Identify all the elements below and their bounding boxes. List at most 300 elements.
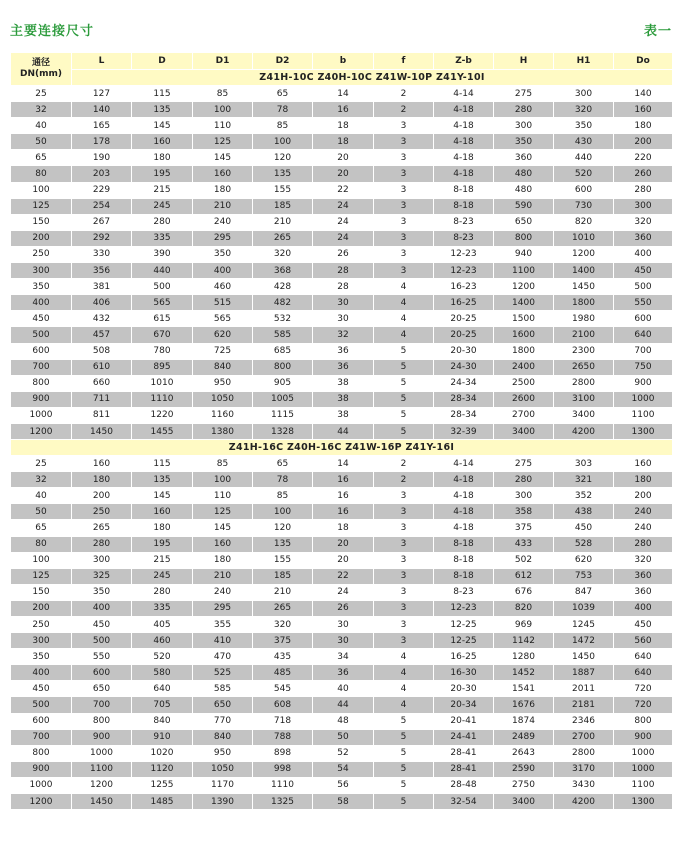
table-cell: 295 [193,600,253,616]
table-cell: 160 [614,102,673,118]
table-cell: 5 [374,359,434,375]
table-cell: 280 [72,536,132,552]
table-cell: 3400 [494,423,554,439]
table-cell: 2 [374,102,434,118]
table-cell: 160 [193,536,253,552]
table-row [11,375,673,391]
table-cell: 28-41 [434,761,494,777]
table-cell: 2011 [554,681,614,697]
table-cell: 32 [11,472,72,488]
table-cell: 1887 [554,665,614,681]
table-cell: 1160 [193,407,253,423]
table-cell: 360 [614,230,673,246]
table-cell: 30 [313,295,374,311]
table-cell: 600 [72,665,132,681]
table-cell: 30 [313,617,374,633]
table-cell: 160 [132,504,193,520]
table-cell: 998 [253,761,313,777]
table-cell: 115 [132,86,193,102]
table-row [11,166,673,182]
table-cell: 250 [11,617,72,633]
table-cell: 50 [11,134,72,150]
table-cell: 1980 [554,311,614,327]
table-cell: 210 [253,214,313,230]
table-cell: 1450 [554,279,614,295]
table-cell: 40 [11,118,72,134]
table-cell: 3 [374,536,434,552]
table-row [11,327,673,343]
table-cell: 1010 [132,375,193,391]
table-body [11,53,673,810]
table-cell: 750 [614,359,673,375]
table-row [11,761,673,777]
table-cell: 48 [313,713,374,729]
table-cell: 85 [193,86,253,102]
table-cell: 560 [614,633,673,649]
table-cell: 670 [132,327,193,343]
table-cell: 220 [614,150,673,166]
table-cell: 20-25 [434,311,494,327]
table-cell: 8-18 [434,536,494,552]
table-cell: 40 [313,681,374,697]
table-row [11,214,673,230]
table-cell: 254 [72,198,132,214]
column-header-d2: D2 [253,53,313,70]
table-cell: 515 [193,295,253,311]
section-header-row [11,70,673,86]
table-cell: 100 [253,134,313,150]
table-cell: 56 [313,777,374,793]
table-cell: 400 [614,246,673,262]
table-cell: 1115 [253,407,313,423]
table-cell: 3 [374,230,434,246]
table-cell: 65 [11,520,72,536]
table-cell: 700 [72,697,132,713]
table-cell: 1328 [253,423,313,439]
table-cell: 320 [554,102,614,118]
table-cell: 3 [374,198,434,214]
table-cell: 275 [494,456,554,472]
table-cell: 85 [193,456,253,472]
table-cell: 650 [494,214,554,230]
table-cell: 330 [72,246,132,262]
table-cell: 2700 [554,729,614,745]
table-cell: 4 [374,311,434,327]
column-header-l: L [72,53,132,70]
table-row [11,182,673,198]
table-cell: 4 [374,681,434,697]
table-cell: 20 [313,552,374,568]
table-cell: 3 [374,166,434,182]
table-cell: 5 [374,713,434,729]
table-cell: 1005 [253,391,313,407]
table-row [11,311,673,327]
table-row [11,198,673,214]
table-cell: 4-14 [434,86,494,102]
table-cell: 1000 [11,407,72,423]
table-cell: 1100 [614,407,673,423]
table-cell: 300 [494,118,554,134]
table-cell: 660 [72,375,132,391]
table-cell: 500 [614,279,673,295]
table-cell: 38 [313,391,374,407]
table-cell: 3 [374,263,434,279]
table-cell: 185 [253,198,313,214]
table-cell: 508 [72,343,132,359]
table-cell: 3 [374,552,434,568]
table-cell: 3 [374,600,434,616]
table-cell: 430 [554,134,614,150]
table-cell: 292 [72,230,132,246]
table-cell: 2 [374,86,434,102]
table-cell: 1000 [614,761,673,777]
table-cell: 178 [72,134,132,150]
table-cell: 65 [11,150,72,166]
table-cell: 3400 [554,407,614,423]
table-cell: 1450 [72,794,132,810]
table-cell: 1400 [494,295,554,311]
table-cell: 28-34 [434,407,494,423]
table-cell: 2400 [494,359,554,375]
table-cell: 320 [614,552,673,568]
table-cell: 240 [193,584,253,600]
table-cell: 20 [313,166,374,182]
table-cell: 100 [11,182,72,198]
table-cell: 1300 [614,423,673,439]
table-cell: 1050 [193,391,253,407]
table-cell: 145 [132,118,193,134]
table-cell: 300 [614,198,673,214]
table-cell: 267 [72,214,132,230]
table-row [11,633,673,649]
table-cell: 520 [554,166,614,182]
table-cell: 320 [253,246,313,262]
table-cell: 36 [313,359,374,375]
page-title: 主要连接尺寸 [10,24,95,39]
table-cell: 145 [193,520,253,536]
table-row [11,552,673,568]
table-cell: 460 [132,633,193,649]
table-cell: 485 [253,665,313,681]
table-cell: 200 [614,488,673,504]
table-cell: 58 [313,794,374,810]
table-cell: 4-18 [434,488,494,504]
table-cell: 160 [614,456,673,472]
table-cell: 195 [132,166,193,182]
table-cell: 1450 [554,649,614,665]
table-cell: 400 [193,263,253,279]
table-cell: 350 [72,584,132,600]
table-cell: 28-34 [434,391,494,407]
table-cell: 145 [193,150,253,166]
table-cell: 300 [11,633,72,649]
table-cell: 1500 [494,311,554,327]
table-cell: 180 [193,552,253,568]
table-number: 表一 [643,24,672,39]
table-row [11,729,673,745]
table-cell: 360 [494,150,554,166]
table-cell: 34 [313,649,374,665]
table-cell: 14 [313,456,374,472]
table-cell: 321 [554,472,614,488]
table-row [11,118,673,134]
table-cell: 12-23 [434,246,494,262]
table-cell: 1000 [614,745,673,761]
table-cell: 1455 [132,423,193,439]
table-cell: 840 [193,359,253,375]
table-cell: 16 [313,102,374,118]
table-cell: 12-25 [434,617,494,633]
table-cell: 405 [132,617,193,633]
table-cell: 8-23 [434,214,494,230]
table-cell: 4200 [554,423,614,439]
table-cell: 180 [614,472,673,488]
table-cell: 450 [72,617,132,633]
table-cell: 185 [253,568,313,584]
table-cell: 280 [614,536,673,552]
table-cell: 180 [614,118,673,134]
table-cell: 800 [253,359,313,375]
table-cell: 450 [11,311,72,327]
table-cell: 4 [374,665,434,681]
table-cell: 280 [614,182,673,198]
table-cell: 438 [554,504,614,520]
table-cell: 410 [193,633,253,649]
table-cell: 620 [193,327,253,343]
table-cell: 1100 [494,263,554,279]
table-cell: 500 [11,697,72,713]
table-cell: 5 [374,777,434,793]
table-cell: 428 [253,279,313,295]
table-cell: 500 [11,327,72,343]
table-cell: 350 [554,118,614,134]
table-cell: 210 [193,568,253,584]
table-row [11,665,673,681]
table-cell: 640 [614,665,673,681]
table-cell: 8-23 [434,230,494,246]
table-cell: 360 [614,584,673,600]
table-cell: 3 [374,504,434,520]
table-cell: 28-48 [434,777,494,793]
table-cell: 195 [132,536,193,552]
table-cell: 52 [313,745,374,761]
table-cell: 847 [554,584,614,600]
table-cell: 1472 [554,633,614,649]
dn-label-line1: 通径 [31,58,50,68]
table-cell: 26 [313,246,374,262]
table-cell: 528 [554,536,614,552]
table-cell: 470 [193,649,253,665]
table-cell: 135 [132,472,193,488]
page-header [10,20,672,40]
column-header-d1: D1 [193,53,253,70]
table-cell: 1142 [494,633,554,649]
table-row [11,520,673,536]
table-cell: 5 [374,745,434,761]
table-row [11,777,673,793]
table-cell: 4-18 [434,520,494,536]
table-cell: 32-39 [434,423,494,439]
table-cell: 440 [554,150,614,166]
table-cell: 280 [494,472,554,488]
table-cell: 245 [132,198,193,214]
table-cell: 969 [494,617,554,633]
column-header-z-b: Z-b [434,53,494,70]
table-cell: 600 [11,713,72,729]
table-cell: 900 [11,391,72,407]
table-cell: 8-23 [434,584,494,600]
table-cell: 110 [193,118,253,134]
table-cell: 375 [253,633,313,649]
table-cell: 200 [614,134,673,150]
table-cell: 200 [11,230,72,246]
table-cell: 620 [554,552,614,568]
table-cell: 18 [313,520,374,536]
table-cell: 20-30 [434,343,494,359]
table-cell: 127 [72,86,132,102]
table-cell: 135 [132,102,193,118]
table-cell: 5 [374,391,434,407]
table-cell: 28 [313,263,374,279]
table-cell: 1200 [554,246,614,262]
table-cell: 910 [132,729,193,745]
table-cell: 26 [313,600,374,616]
table-cell: 1245 [554,617,614,633]
model-series-label: Z41H-16C Z40H-16C Z41W-16P Z41Y-16I [11,440,673,456]
table-cell: 585 [253,327,313,343]
table-cell: 900 [11,761,72,777]
table-cell: 280 [132,584,193,600]
table-cell: 36 [313,343,374,359]
table-cell: 16-25 [434,295,494,311]
table-cell: 85 [253,488,313,504]
table-cell: 840 [193,729,253,745]
table-cell: 38 [313,375,374,391]
column-header-d: D [132,53,193,70]
table-cell: 720 [614,681,673,697]
table-cell: 3 [374,568,434,584]
table-cell: 275 [494,86,554,102]
table-cell: 2643 [494,745,554,761]
table-row [11,134,673,150]
table-cell: 24 [313,214,374,230]
table-cell: 1200 [494,279,554,295]
table-cell: 24-41 [434,729,494,745]
table-cell: 16-25 [434,649,494,665]
table-row [11,600,673,616]
table-cell: 770 [193,713,253,729]
table-cell: 1000 [614,391,673,407]
table-cell: 480 [494,182,554,198]
table-cell: 3 [374,584,434,600]
table-cell: 5 [374,423,434,439]
table-cell: 65 [253,456,313,472]
table-cell: 140 [72,102,132,118]
table-cell: 720 [614,697,673,713]
table-cell: 532 [253,311,313,327]
table-row [11,150,673,166]
table-cell: 900 [614,375,673,391]
table-cell: 22 [313,568,374,584]
table-cell: 203 [72,166,132,182]
table-cell: 20-30 [434,681,494,697]
table-cell: 640 [132,681,193,697]
table-cell: 54 [313,761,374,777]
table-cell: 800 [11,745,72,761]
table-cell: 3100 [554,391,614,407]
table-cell: 1280 [494,649,554,665]
table-cell: 8-18 [434,182,494,198]
table-row [11,472,673,488]
table-cell: 320 [614,214,673,230]
table-cell: 22 [313,182,374,198]
table-cell: 265 [253,600,313,616]
table-cell: 1010 [554,230,614,246]
table-cell: 1400 [554,263,614,279]
table-cell: 3 [374,214,434,230]
table-cell: 350 [11,279,72,295]
table-cell: 14 [313,86,374,102]
table-cell: 390 [132,246,193,262]
table-cell: 718 [253,713,313,729]
table-cell: 16 [313,472,374,488]
table-cell: 1200 [11,794,72,810]
table-cell: 600 [554,182,614,198]
table-cell: 32 [313,327,374,343]
table-row [11,536,673,552]
table-row [11,745,673,761]
table-cell: 2100 [554,327,614,343]
table-cell: 5 [374,729,434,745]
table-cell: 160 [193,166,253,182]
table-row [11,407,673,423]
table-cell: 1452 [494,665,554,681]
dimensions-table [10,52,673,810]
table-cell: 788 [253,729,313,745]
table-cell: 145 [132,488,193,504]
table-cell: 24-34 [434,375,494,391]
table-row [11,86,673,102]
table-cell: 676 [494,584,554,600]
table-cell: 280 [132,214,193,230]
table-cell: 840 [132,713,193,729]
table-cell: 4200 [554,794,614,810]
table-cell: 100 [193,472,253,488]
table-cell: 4 [374,295,434,311]
table-row [11,617,673,633]
table-cell: 457 [72,327,132,343]
table-cell: 325 [72,568,132,584]
table-cell: 4-14 [434,456,494,472]
table-cell: 28 [313,279,374,295]
table-cell: 2600 [494,391,554,407]
table-cell: 25 [11,86,72,102]
table-cell: 1874 [494,713,554,729]
table-cell: 2 [374,472,434,488]
table-cell: 358 [494,504,554,520]
table-cell: 20 [313,536,374,552]
table-cell: 820 [554,214,614,230]
table-cell: 482 [253,295,313,311]
table-cell: 50 [11,504,72,520]
column-header-h1: H1 [554,53,614,70]
table-cell: 80 [11,536,72,552]
table-cell: 44 [313,423,374,439]
table-cell: 480 [494,166,554,182]
table-cell: 375 [494,520,554,536]
table-cell: 210 [253,584,313,600]
table-cell: 160 [72,456,132,472]
